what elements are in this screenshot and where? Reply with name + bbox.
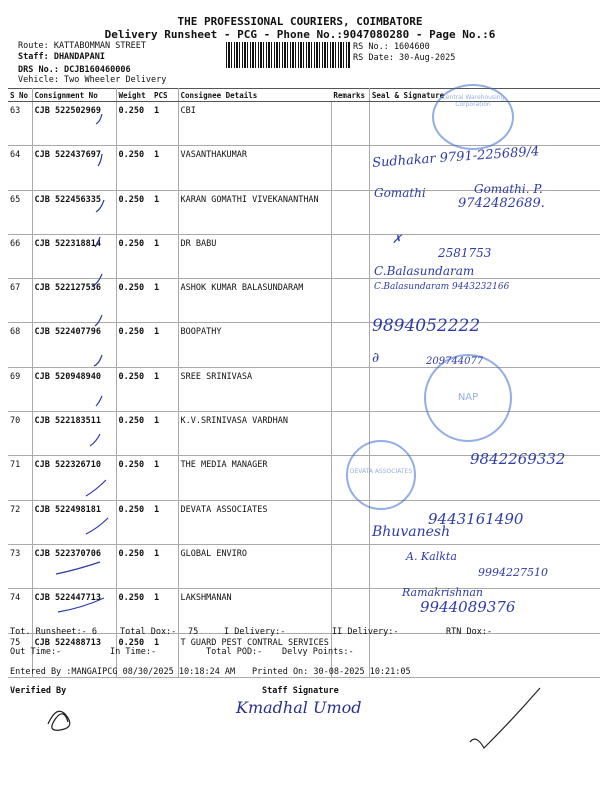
row-consignment: CJB 522456335 (32, 190, 116, 234)
row-remarks (331, 500, 369, 544)
row-consignment: CJB 520948940 (32, 367, 116, 411)
drs-number: DRS No.: DCJB160460006 (18, 65, 131, 75)
row-consignment: CJB 522447713 (32, 589, 116, 633)
row-pcs: 1 (152, 234, 178, 278)
row-consignment: CJB 522127536 (32, 279, 116, 323)
col-signature: Seal & Signature (369, 89, 600, 102)
handwriting-row65c: 9742482689. (458, 196, 545, 211)
row-weight: 0.250 (116, 367, 152, 411)
row-consignee: VASANTHAKUMAR (178, 146, 331, 190)
row-consignee: ASHOK KUMAR BALASUNDARAM (178, 279, 331, 323)
row-weight: 0.250 (116, 544, 152, 588)
col-remarks: Remarks (331, 89, 369, 102)
row-consignee: BOOPATHY (178, 323, 331, 367)
row-consignee: KARAN GOMATHI VIVEKANANTHAN (178, 190, 331, 234)
handwriting-row64: Sudhakar 9791-225689/4 (371, 144, 540, 171)
in-time: In Time:- (110, 647, 157, 657)
devata-associates-stamp: DEVATA ASSOCIATES (346, 440, 416, 510)
row-consignment: CJB 522407796 (32, 323, 116, 367)
row-pcs: 1 (152, 146, 178, 190)
row-weight: 0.250 (116, 589, 152, 633)
runsheet-subtitle: Delivery Runsheet - PCG - Phone No.:9047080280 - Page No.:6 (104, 28, 496, 41)
table-row (8, 323, 600, 367)
handwriting-row65b: Gomathi. P. (474, 182, 543, 196)
row-sno: 75 (8, 633, 32, 677)
table-row (8, 234, 600, 278)
row-sno: 74 (8, 589, 32, 633)
row-consignee: GLOBAL ENVIRO (178, 544, 331, 588)
row-consignment: CJB 522183511 (32, 412, 116, 456)
verified-by: Verified By (10, 686, 67, 696)
handwriting-row75a: Ramakrishnan (402, 586, 483, 599)
row-remarks (331, 102, 369, 146)
row-sno: 71 (8, 456, 32, 500)
handwriting-row72: 9842269332 (470, 450, 566, 468)
printed-on: Printed On: 30-08-2025 10:21:05 (252, 667, 411, 677)
staff-label: Staff: DHANDAPANI (18, 52, 105, 62)
handwriting-row68: 9894052222 (372, 316, 481, 336)
handwriting-row65a: Gomathi (374, 186, 426, 200)
row-sno: 63 (8, 102, 32, 146)
row-consignment: CJB 522488713 (32, 633, 116, 677)
handwriting-row69: 209744077 (426, 356, 484, 367)
row-remarks (331, 367, 369, 411)
nap-stamp: NAP (424, 354, 512, 442)
handwriting-row69-mark: ∂ (372, 350, 380, 366)
row-pcs: 1 (152, 500, 178, 544)
row-consignment: CJB 522318814 (32, 234, 116, 278)
row-remarks (331, 279, 369, 323)
row-sno: 70 (8, 412, 32, 456)
row-consignee: THE MEDIA MANAGER (178, 456, 331, 500)
handwriting-row73a: 9443161490 (428, 510, 524, 528)
row-pcs: 1 (152, 589, 178, 633)
row-weight: 0.250 (116, 190, 152, 234)
row-sno: 64 (8, 146, 32, 190)
delvy-points: Delvy Points:- (282, 647, 354, 657)
row-pcs: 1 (152, 456, 178, 500)
row-consignee: DR BABU (178, 234, 331, 278)
row-weight: 0.250 (116, 323, 152, 367)
row-pcs: 1 (152, 323, 178, 367)
barcode (226, 42, 350, 68)
col-consignment: Consignment No (32, 89, 116, 102)
handwriting-row73b: Bhuvanesh (372, 524, 451, 540)
total-runsheet: Tot. Runsheet:- 6 (10, 627, 97, 637)
row-weight: 0.250 (116, 279, 152, 323)
row-consignee: K.V.SRINIVASA VARDHAN (178, 412, 331, 456)
row-weight: 0.250 (116, 456, 152, 500)
col-consignee: Consignee Details (178, 89, 331, 102)
vehicle-label: Vehicle: Two Wheeler Delivery (18, 75, 167, 85)
row-weight: 0.250 (116, 500, 152, 544)
row-remarks (331, 234, 369, 278)
total-dox-value: 75 (188, 627, 199, 637)
warehouse-stamp: Central Warehousing Corporation (432, 84, 514, 150)
row-sno: 69 (8, 367, 32, 411)
row-remarks (331, 323, 369, 367)
row-pcs: 1 (152, 279, 178, 323)
row-sno: 73 (8, 544, 32, 588)
row-weight: 0.250 (116, 146, 152, 190)
row-sno: 68 (8, 323, 32, 367)
row-pcs: 1 (152, 367, 178, 411)
verified-scribble (48, 711, 70, 730)
staff-signature: Kmadhal Umod (236, 698, 362, 717)
row-pcs: 1 (152, 544, 178, 588)
row-pcs: 1 (152, 412, 178, 456)
row-consignment: CJB 522502969 (32, 102, 116, 146)
row-consignment: CJB 522370706 (32, 544, 116, 588)
table-row (8, 279, 600, 323)
row-weight: 0.250 (116, 234, 152, 278)
row-consignee: SREE SRINIVASA (178, 367, 331, 411)
ii-delivery: II Delivery:- (332, 627, 399, 637)
row-remarks (331, 146, 369, 190)
i-delivery: I Delivery:- (224, 627, 286, 637)
handwriting-row67b: C.Balasundaram 9443232166 (374, 282, 510, 292)
row-weight: 0.250 (116, 633, 152, 677)
row-remarks (331, 544, 369, 588)
col-sno: S No (8, 89, 32, 102)
company-title: THE PROFESSIONAL COURIERS, COIMBATORE (177, 15, 423, 28)
row-remarks (331, 190, 369, 234)
handwriting-row74b: 9994227510 (478, 566, 548, 579)
row-consignee: T GUARD PEST CONTRAL SERVICES (178, 633, 331, 677)
route-label: Route: KATTABOMMAN STREET (18, 41, 146, 51)
col-pcs: PCS (152, 89, 178, 102)
row-consignee: CBI (178, 102, 331, 146)
row-weight: 0.250 (116, 102, 152, 146)
row-consignment: CJB 522437697 (32, 146, 116, 190)
handwriting-row66: 2581753 (438, 246, 492, 260)
row-weight: 0.250 (116, 412, 152, 456)
row-sno: 65 (8, 190, 32, 234)
row-pcs: 1 (152, 633, 178, 677)
handwriting-row74a: A. Kalkta (406, 550, 457, 563)
handwriting-row67a: C.Balasundaram (374, 264, 475, 278)
total-pod: Total POD:- (206, 647, 263, 657)
row-consignment: CJB 522326710 (32, 456, 116, 500)
rs-date: RS Date: 30-Aug-2025 (353, 53, 456, 63)
col-weight: Weight (116, 89, 152, 102)
delivery-table (8, 88, 600, 678)
row-sno: 66 (8, 234, 32, 278)
row-consignee: LAKSHMANAN (178, 589, 331, 633)
rs-number: RS No.: 1604600 (353, 42, 430, 52)
out-time: Out Time:- (10, 647, 62, 657)
row-sno: 67 (8, 279, 32, 323)
handwriting-row66-mark: ✗ (392, 232, 403, 246)
row-pcs: 1 (152, 102, 178, 146)
rtn-dox: RTN Dox:- (446, 627, 493, 637)
table-header-row (8, 89, 600, 102)
row-sno: 72 (8, 500, 32, 544)
row-pcs: 1 (152, 190, 178, 234)
entered-by: Entered By :MANGAIPCG 08/30/2025 10:18:24 AM (10, 667, 236, 677)
handwriting-row75b: 9944089376 (420, 598, 516, 616)
large-check-mark (470, 688, 540, 748)
total-dox-label: Total Dox:- (120, 627, 177, 637)
row-consignment: CJB 522498181 (32, 500, 116, 544)
row-consignee: DEVATA ASSOCIATES (178, 500, 331, 544)
staff-signature-label: Staff Signature (262, 686, 339, 696)
